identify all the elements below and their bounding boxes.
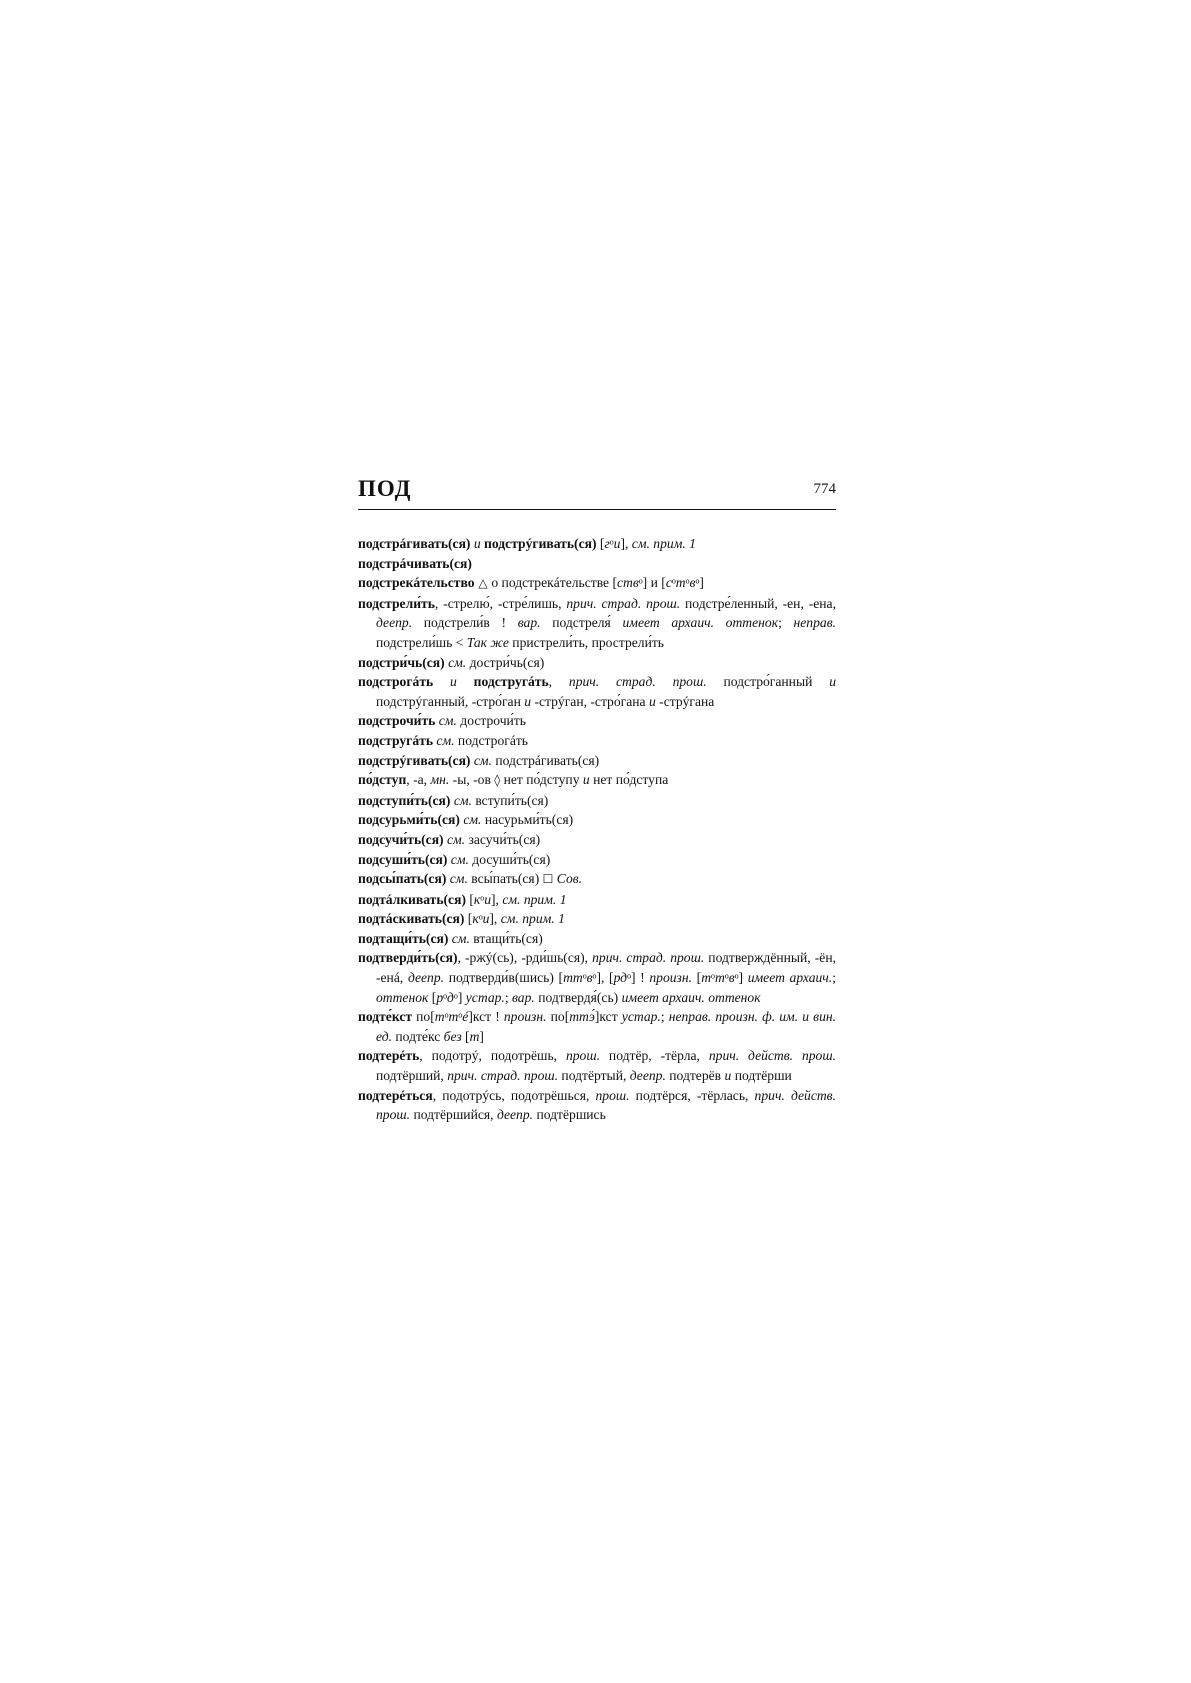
dictionary-entry: [358, 830, 836, 850]
entry-text: в: [586, 970, 593, 986]
entry-text: тт: [563, 970, 583, 986]
entry-text: подтёр, -тёрла,: [600, 1048, 709, 1064]
entry-text: подстро́ганный: [706, 674, 830, 690]
entry-text: прич. страд. прош.: [566, 595, 681, 611]
dictionary-page: [358, 476, 836, 1125]
entry-text: деепр.: [376, 615, 413, 631]
entry-text: ;: [504, 989, 512, 1005]
entry-text: втащи́ть(ся): [469, 930, 543, 946]
entry-text: подте́кс: [391, 1028, 444, 1044]
entry-text: [: [464, 911, 473, 927]
entry-text: см.: [470, 752, 492, 768]
entry-text: и: [482, 911, 490, 927]
entry-text: мн.: [430, 772, 450, 788]
entry-headword: подстрели́ть: [358, 595, 435, 611]
entry-headword: подтащи́ть(ся): [358, 930, 449, 946]
entry-text: о подстрекáтельстве [: [491, 575, 617, 591]
entry-headword: подступи́ть(ся): [358, 792, 451, 808]
entry-text: подстрели́в !: [412, 615, 518, 631]
entry-text: см.: [433, 732, 455, 748]
entry-text: -стрýгана: [655, 693, 715, 709]
entry-text: Так же: [466, 634, 509, 650]
entry-text: к: [472, 911, 479, 927]
entry-text: ᵒ: [458, 1009, 463, 1025]
dictionary-entry: [358, 770, 836, 791]
entry-text: по[: [412, 1009, 435, 1025]
entry-symbol: ☐: [542, 872, 554, 887]
entry-text: см.: [443, 831, 466, 847]
entry-text: подтверди́в(шись) [: [444, 970, 564, 986]
entry-text: см. прим. 1: [500, 911, 565, 927]
entry-text: и: [433, 674, 474, 690]
entry-text: é: [462, 1009, 469, 1025]
entry-text: подстре́ленный, -ен, -ена,: [680, 595, 836, 611]
entry-text: см.: [448, 930, 470, 946]
entry-text: ᵒ]: [734, 970, 748, 986]
entry-text: т: [448, 1009, 459, 1025]
running-head: ПОД: [358, 476, 412, 501]
entry-text: , -стрелю́, -стре́лишь,: [434, 595, 567, 611]
entry-text: всы́пать(ся): [467, 871, 543, 887]
entry-text: Сов.: [553, 871, 583, 887]
entry-text: д: [447, 989, 454, 1005]
entry-text: произн.: [503, 1009, 547, 1025]
entry-text: ᵒ: [480, 891, 485, 907]
entry-text: устар.: [465, 989, 505, 1005]
entry-text: произн.: [649, 970, 692, 986]
entry-text: рд: [613, 970, 628, 986]
entry-text: , подотрýсь, подотрёшься,: [432, 1087, 596, 1103]
entry-text: см. прим. 1: [631, 536, 696, 551]
entry-text: вступи́ть(ся): [471, 792, 549, 808]
entry-text: ᵒ: [444, 1009, 449, 1025]
entry-text: ᵒ]: [453, 989, 466, 1005]
entry-headword: подстрáчивать(ся): [358, 555, 472, 571]
entry-text: засучи́ть(ся): [465, 831, 541, 847]
entry-text: ,: [548, 674, 569, 690]
entry-text: прич. действ. прош.: [376, 1087, 836, 1123]
entry-text: ],: [491, 891, 503, 907]
entry-text: см.: [459, 812, 482, 828]
entry-text: и: [829, 674, 836, 690]
entry-text: неправ.: [793, 615, 836, 631]
entry-headword: подтерéться: [358, 1087, 433, 1103]
entry-text: насурьми́ть(ся): [481, 812, 574, 828]
entry-text: в: [689, 575, 696, 591]
entry-headword: подсуши́ть(ся): [358, 851, 448, 867]
entry-text: подтёрший,: [376, 1068, 448, 1084]
entry-text: подстрáгивать(ся): [491, 752, 600, 768]
entry-text: см.: [444, 654, 467, 670]
entry-text: устар.: [621, 1009, 661, 1025]
dictionary-entry: [358, 1046, 836, 1085]
entry-text: см.: [450, 792, 472, 808]
entry-text: -ы, -ов: [449, 772, 495, 788]
entry-headword: подстрекáтельство: [358, 575, 475, 591]
entry-text: [: [692, 970, 702, 986]
entry-symbol: △: [474, 576, 492, 591]
dictionary-entry: [358, 869, 836, 890]
dictionary-entry: [358, 731, 836, 751]
entry-text: ]кст: [594, 1009, 622, 1025]
dictionary-entry: [358, 594, 836, 653]
dictionary-entry: [358, 653, 836, 673]
entry-text: ᵒ: [478, 911, 483, 927]
entry-text: прич. страд. прош.: [447, 1068, 559, 1084]
entry-text: подтерёв: [665, 1068, 725, 1084]
entry-headword: подстрочи́ть: [358, 713, 436, 729]
header-rule: [358, 509, 836, 510]
entry-headword: подтерéть: [358, 1048, 420, 1064]
entry-text: неправ. произн. ф. им. и вин. ед.: [376, 1009, 837, 1044]
entry-text: к: [473, 891, 481, 907]
entry-text: деепр.: [629, 1068, 666, 1084]
entry-text: подтёршись: [533, 1107, 606, 1123]
entry-text: см.: [446, 871, 468, 887]
entry-text: ᵒ: [582, 970, 587, 986]
entry-text: и: [470, 536, 485, 551]
entry-text: , -а,: [406, 772, 431, 788]
entry-text: ;: [832, 970, 836, 986]
entry-text: подтверждённый, -ён, -енá,: [376, 950, 836, 986]
entry-text: и: [524, 693, 532, 709]
entry-text: с: [665, 575, 672, 591]
entry-text: прич. действ. прош.: [708, 1048, 837, 1064]
entry-text: т: [701, 970, 712, 986]
entry-text: подстреля́: [540, 615, 623, 631]
entry-headword: подстрýгивать(ся): [358, 752, 471, 768]
dictionary-entry: [358, 751, 836, 771]
entry-text: г: [604, 536, 610, 551]
entry-text: ᵒ: [609, 536, 614, 551]
entry-text: ᵒ: [724, 970, 729, 986]
entry-text: имеет архаич. оттенок: [621, 989, 761, 1005]
entry-text: прич. страд. прош.: [568, 674, 707, 690]
entry-text: т: [714, 970, 725, 986]
entry-text: и: [613, 536, 621, 551]
entry-text: см. прим. 1: [502, 891, 567, 907]
entry-text: см.: [435, 713, 457, 729]
dictionary-entry: [358, 948, 836, 1007]
entry-headword: подте́кст: [358, 1009, 413, 1025]
entry-text: ᵒ: [671, 575, 676, 591]
dictionary-entry: [358, 534, 836, 554]
entry-text: -стрýган, -стро́гана: [531, 693, 649, 709]
entry-text: оттенок: [376, 989, 429, 1005]
dictionary-entry: [358, 909, 836, 929]
dictionary-entry: [358, 711, 836, 731]
entry-text: подтёрши: [731, 1068, 792, 1084]
entry-text: см.: [447, 851, 469, 867]
entry-text: ],: [620, 536, 632, 551]
dictionary-entry: [358, 554, 836, 574]
entry-headword: подстрогáть: [358, 674, 434, 690]
entry-headword: подстрáгивать(ся): [358, 536, 471, 551]
entry-text: т: [675, 575, 686, 591]
entry-text: достри́чь(ся): [466, 654, 545, 670]
entry-text: подстрогáть: [454, 732, 529, 748]
entry-text: и: [648, 693, 656, 709]
dictionary-entry: [358, 672, 836, 711]
entry-headword: подтверди́ть(ся): [358, 950, 458, 966]
entry-text: ств: [617, 575, 639, 591]
entry-text: дострочи́ть: [456, 713, 526, 729]
entry-text: подстрели́шь <: [376, 634, 467, 650]
entry-text: прош.: [595, 1087, 630, 1103]
entry-headword: подстругáть: [473, 674, 549, 690]
entry-symbol: ◊: [494, 773, 501, 788]
entry-text: , -ржý(сь), -рди́шь(ся),: [457, 950, 593, 966]
entry-text: имеет архаич. оттенок: [622, 615, 779, 631]
entry-text: без: [443, 1028, 462, 1044]
entry-text: вар.: [512, 989, 535, 1005]
entry-text: и: [582, 772, 590, 788]
entry-text: подтёршийся,: [410, 1107, 497, 1123]
entry-headword: подсы́пать(ся): [358, 871, 447, 887]
entry-text: ᵒ]: [695, 575, 704, 591]
entry-headword: подтáлкивать(ся): [358, 891, 466, 907]
entry-text: деепр.: [496, 1107, 534, 1123]
dictionary-entry: [358, 1086, 836, 1125]
entry-text: досуши́ть(ся): [468, 851, 551, 867]
dictionary-entry: [358, 1007, 836, 1046]
entry-text: пристрели́ть, прострели́ть: [508, 634, 664, 650]
dictionary-entry: [358, 791, 836, 811]
entry-text: ]кст !: [468, 1009, 504, 1025]
entry-text: [: [428, 989, 437, 1005]
entry-text: и: [484, 891, 491, 907]
entry-text: ттэ́: [569, 1009, 595, 1025]
dictionary-entry: [358, 850, 836, 870]
entry-headword: подтáскивать(ся): [358, 911, 465, 927]
entry-text: ᵒ: [443, 989, 448, 1005]
entry-text: нет по́дступу: [500, 772, 583, 788]
entry-text: р: [436, 989, 444, 1005]
entry-text: ;: [660, 1009, 669, 1025]
entry-text: прош.: [565, 1048, 601, 1064]
entry-text: [: [465, 891, 474, 907]
entry-text: прич. страд. прош.: [592, 950, 705, 966]
entry-headword: подсурьми́ть(ся): [358, 812, 460, 828]
entry-text: в: [728, 970, 735, 986]
entry-text: ᵒ] и [: [638, 575, 666, 591]
entry-text: ᵒ] !: [627, 970, 650, 986]
entry-text: нет по́дступа: [589, 772, 669, 788]
dictionary-entry: [358, 573, 836, 594]
entry-headword: подстри́чь(ся): [358, 654, 445, 670]
page-number: 774: [813, 481, 836, 497]
entry-text: [: [596, 536, 605, 551]
entry-text: по[: [546, 1009, 570, 1025]
page-header: [358, 476, 836, 512]
entry-text: подтёрся, -тёрлась,: [629, 1087, 755, 1103]
entry-list: [358, 534, 836, 1125]
dictionary-entry: [358, 890, 836, 910]
entry-text: ],: [489, 911, 501, 927]
entry-text: деепр.: [407, 970, 445, 986]
entry-headword: подстрýгивать(ся): [484, 536, 597, 551]
entry-text: ]: [479, 1028, 484, 1044]
entry-text: ;: [778, 615, 794, 631]
entry-text: ᵒ], [: [592, 970, 614, 986]
entry-text: ᵒ: [711, 970, 715, 986]
entry-text: подстрýганный, -стро́ган: [376, 693, 525, 709]
entry-headword: подстругáть: [358, 732, 434, 748]
entry-text: т: [434, 1009, 445, 1025]
entry-headword: подсучи́ть(ся): [358, 831, 444, 847]
entry-text: подтёртый,: [558, 1068, 630, 1084]
entry-headword: по́дступ: [358, 772, 407, 788]
entry-text: подтвердя́(сь): [534, 989, 622, 1005]
entry-text: , подотрý, подотрёшь,: [419, 1048, 566, 1064]
entry-text: и: [724, 1068, 732, 1084]
entry-text: [: [461, 1028, 470, 1044]
entry-text: имеет архаич.: [747, 970, 833, 986]
entry-text: вар.: [517, 615, 541, 631]
entry-text: т: [469, 1028, 480, 1044]
dictionary-entry: [358, 929, 836, 949]
entry-text: ᵒ: [685, 575, 690, 591]
dictionary-entry: [358, 810, 836, 830]
